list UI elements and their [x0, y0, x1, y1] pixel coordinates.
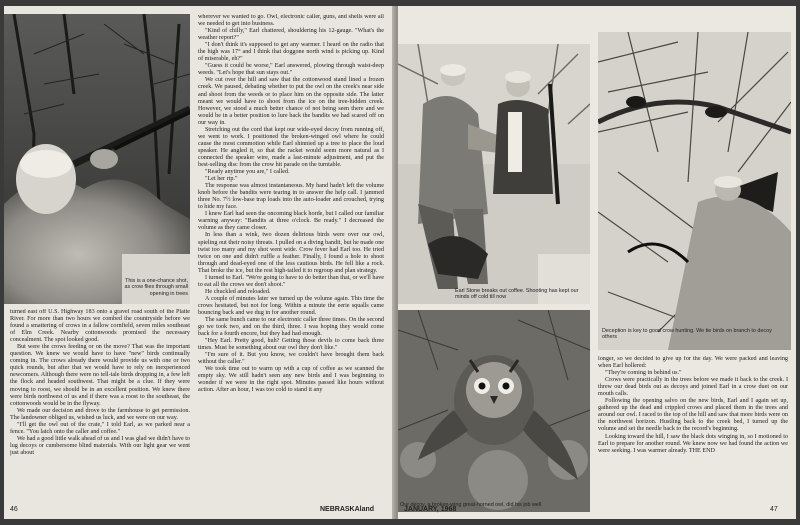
left-page: [4, 6, 396, 519]
crow-decoys-image: [598, 32, 791, 350]
paragraph: I knew Earl had seen the oncoming black horde, but I called our familiar warning anyway: "Bandits at three o'clock. Be ready." I decreased the volume as they came closer.: [198, 211, 384, 232]
paragraph: A couple of minutes later we turned up the volume again. This time the crows hesitated, but not for long. Within a minute the eerie squalls came bouncing back and we dug in for another round.: [198, 295, 384, 316]
paragraph: Looking toward the hill, I saw the black dots winging in, so I motioned to Earl to prepare for another round. We knew now we had found the action we were seeking. I was warmer already. THE END: [598, 433, 788, 454]
photo-hunters-coffee: [398, 44, 590, 304]
paragraph: "Guess it could be worse," Earl answered, plowing through waist-deep weeds. "Let's hope that sun stays out.": [198, 63, 384, 77]
hunters-coffee-image: [398, 44, 590, 304]
paragraph: turned east off U.S. Highway 183 onto a gravel road south of the Platte River. For more than two hours we combed the countryside before we found a smattering of crows in a fallow cornfield, seven miles southeast of Elm Creek. Nearby cottonwoods promised the necessary concealment. The spot looked good.: [10, 309, 190, 344]
paragraph: "They're coming in behind us.": [605, 370, 682, 377]
paragraph: "Ready anytime you are," I called.: [205, 169, 290, 176]
paragraph: We had a good little walk ahead of us and I was glad we didn't have to lug decoys or cumbersome blind materials. With our light gear we went just about: [10, 435, 190, 456]
photo-caption-owl: Our decoy, a broken-wing great-horned owl, did his job well: [400, 502, 542, 508]
photo-caption-left: This is a one-chance shot, as crow flies through small opening in trees: [124, 278, 188, 297]
page-number-left: 46: [10, 506, 18, 513]
paragraph: "Let her rip.": [205, 176, 238, 183]
owl-decoy-image: [398, 310, 590, 512]
photo-hunter-aiming: [4, 14, 190, 304]
paragraph: We took time out to warm up with a cup of coffee as we scanned the empty sky. We still hadn't seen any new birds and I was beginning to wonder if we were in the right spot. Minutes passed like hours without action. After an hour, I was too cold to stand it any: [198, 366, 384, 394]
hunter-aiming-image: [4, 14, 190, 304]
paragraph: Crows were practically in the trees before we made it back to the creek. I threw our dead birds out as decoys and joined Earl in a crow duet on our mouth calls.: [598, 377, 788, 398]
photo-owl-decoy: [398, 310, 590, 512]
paragraph: He chuckled and reloaded.: [205, 288, 271, 295]
page-number-right: 47: [770, 506, 778, 513]
left-column-1: [10, 309, 190, 513]
photo-caption-coffee: Earl Stone breaks out coffee. Shooting has kept our minds off cold till now: [455, 288, 579, 301]
paragraph: In less than a wink, two dozen delirious birds were over our owl, spieling out their noisy threats. I pulled on a diving bandit, but he made one twist too many and my shot went wide. Crow fever had Earl too. He tried twice on one and didn't ruffle a feather. Finally, I found a hole to shoot through and dead-eyed one of the less cautious birds. He fell like a rock. That broke the ice, but the rest high-tailed it to regroup and plan strategy.: [198, 232, 384, 274]
paragraph: I turned to Earl. "We're going to have to do better than that, or we'll have to eat all the crows we don't shoot.": [198, 274, 384, 288]
paragraph: The response was almost instantaneous. My hand hadn't left the volume knob before the bandits were tearing in to answer the help call. I jammed three No. 7½ low-base trap loads into the auto-loader and crouched, trying to hide my face.: [198, 183, 384, 211]
paragraph: "I don't think it's supposed to get any warmer. I heard on the radio that the high was 17° and I think that doggone north wind is picking up. Kind of miserable, eh?": [198, 42, 384, 63]
left-column-2: [198, 14, 384, 513]
paragraph: Stretching out the cord that kept our wide-eyed decoy from running off, we went to work. I positioned the broken-winged owl where he could cause the most commotion while Earl shinnied up a tree to place the loud speaker. He angled it, so that the racket would seem more natural as I connected the speaker wire, made a last-minute adjustment, and put the best-selling disc from the crow hit parade on the turntable.: [198, 126, 384, 168]
issue-date: JANUARY, 1968: [404, 506, 457, 513]
photo-caption-decoys: Deception is key to good crow hunting. We tie birds on branch to decoy others: [602, 328, 772, 341]
right-page: [398, 6, 796, 519]
paragraph: longer, so we decided to give up for the day. We were packed and leaving when Earl hollered:: [598, 356, 788, 370]
photo-crow-decoys: [598, 32, 791, 350]
paragraph: "Hey Earl. Pretty good, huh? Getting those devils to come back three times. Must be something about our owl they don't like.": [198, 338, 384, 352]
magazine-name: NEBRASKAland: [320, 506, 375, 513]
paragraph: "I'll get the owl out of the crate," I told Earl, as we parked near a fence. "You latch onto the caller and coffee.": [10, 421, 190, 435]
paragraph: The same bunch came to our electronic caller three times. On the second go we took two, and on the third, three. I was hoping they would come back for a fourth encore, but they had had enough.: [198, 317, 384, 338]
paragraph: But were the crows feeding or on the move? That was the important question. We knew we would have to have "new" birds continually coming in. The crows already there would provide us with one or two quick rounds, but after that we would have to rely on inexperienced newcomers. Although there were no tell-tale birds dropping in, a few left the flock and headed southwest. That might be a clue. If they were moving to roost, we should be in an excellent position. We knew there were birds northwest of us and if there was a roost to the southeast, the cottonwoods would be in the flyway.: [10, 344, 190, 407]
paragraph: "Kind of chilly," Earl chattered, shouldering his 12-gauge. "What's the weather report?": [198, 28, 384, 42]
paragraph: Following the opening salvo on the new birds, Earl and I again set up, gathered up the dead and crippled crows and placed them in the trees and around our owl. I raced to the top of the hill and saw that more birds were on the northwest horizon. Hustling back to the creek bed, I turned up the volume and set the needle back to the record's beginning.: [598, 398, 788, 433]
right-column: [598, 356, 788, 506]
paragraph: We made our decision and drove to the farmhouse to get permission. The landowner obliged us, wished us luck, and we were on our way.: [10, 407, 190, 421]
paragraph: "I'm sure of it. But you know, we couldn't have brought them back without the caller.": [198, 352, 384, 366]
paragraph: We cut over the hill and saw that the cottonwood stand lined a frozen creek. We paused, debating whether to put the owl on the creek's near side and shoot from the weeds or to place him on the opposite side. The latter meant we would have to shoot from the ice on the tree-hidden creek. However, we stood a much better chance of not being seen there and we would be in a better position to lure back the bandits we had scared off on our way in.: [198, 77, 384, 126]
paragraph: wherever we wanted to go. Owl, electronic caller, guns, and shells were all we needed to get into business.: [198, 14, 384, 28]
